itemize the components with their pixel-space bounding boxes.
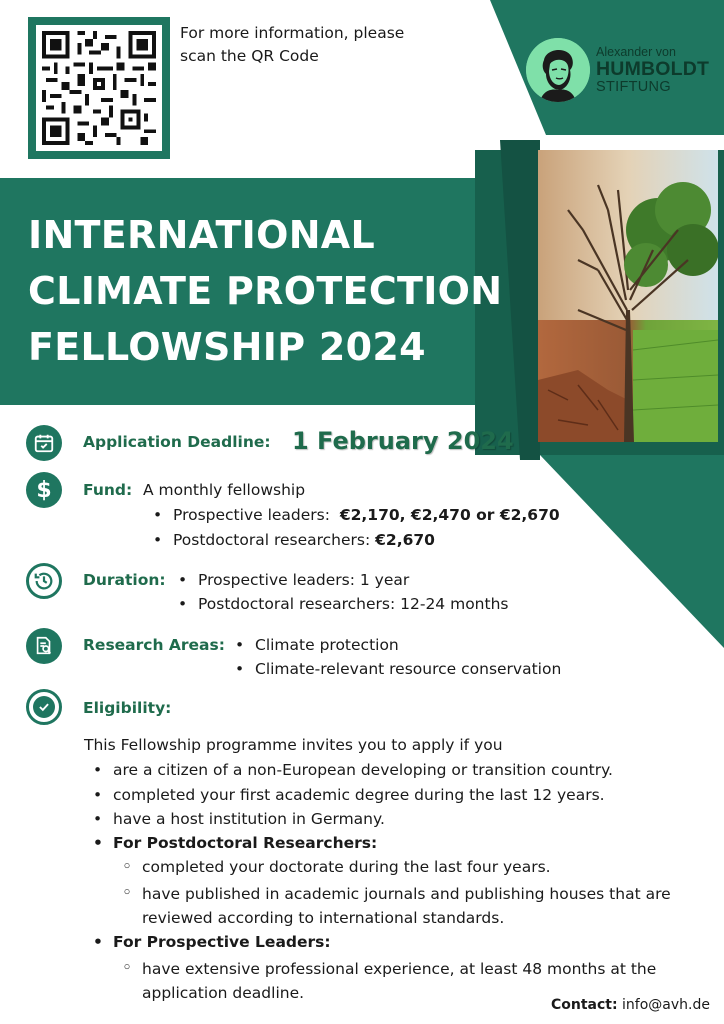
leaders-item: ◦ have extensive professional experience, at least 48 months at the application deadline.: [142, 957, 702, 1005]
eligibility-item: • are a citizen of a non-European developing or transition country.: [113, 761, 613, 779]
humboldt-logo: [526, 38, 709, 102]
document-search-icon: [26, 628, 62, 664]
research-label: Research Areas:: [83, 636, 225, 654]
eligibility-label: Eligibility:: [83, 699, 172, 717]
title-line2: CLIMATE PROTECTION: [28, 269, 503, 313]
calendar-icon: [26, 425, 62, 461]
fund-item-value: €2,170, €2,470 or €2,670: [339, 506, 560, 524]
fund-item-prefix: Prospective leaders:: [173, 506, 330, 524]
postdoc-item: ◦ have published in academic journals and publishing houses that are reviewed according to international standards.: [142, 882, 702, 930]
fund-item-leaders: [173, 506, 560, 524]
title-line1: INTERNATIONAL: [28, 213, 376, 257]
deadline-label: Application Deadline:: [83, 433, 271, 451]
qr-instruction: [180, 22, 460, 68]
research-item: • Climate-relevant resource conservation: [255, 660, 561, 678]
qr-code-image: [42, 31, 156, 145]
eligibility-item: • have a host institution in Germany.: [113, 810, 385, 828]
qr-text-line2: scan the QR Code: [180, 47, 319, 65]
postdoc-item: ◦ completed your doctorate during the last four years.: [142, 858, 551, 876]
research-item: • Climate protection: [255, 636, 399, 654]
fund-item-postdoc: [173, 531, 435, 549]
duration-item: • Prospective leaders: 1 year: [198, 571, 409, 589]
title-line3: FELLOWSHIP 2024: [28, 325, 426, 369]
page-title: [28, 207, 502, 375]
postdoc-heading: • For Postdoctoral Researchers:: [113, 834, 377, 852]
contact-label: Contact:: [551, 997, 618, 1013]
logo-line1: Alexander von: [596, 45, 676, 59]
deadline-date: 1 February 2024: [292, 427, 514, 455]
duration-label: Duration:: [83, 571, 166, 589]
fund-item-prefix: Postdoctoral researchers:: [173, 531, 371, 549]
check-circle-icon: [26, 689, 62, 725]
qr-code[interactable]: [28, 17, 170, 159]
logo-line3: STIFTUNG: [596, 79, 671, 95]
fund-item-value: €2,670: [375, 531, 435, 549]
climate-contrast-photo: [538, 150, 718, 442]
fund-label: Fund:: [83, 481, 133, 499]
leaders-heading: • For Prospective Leaders:: [113, 933, 331, 951]
dollar-icon: $: [26, 472, 62, 508]
eligibility-item: • completed your first academic degree during the last 12 years.: [113, 786, 605, 804]
qr-text-line1: For more information, please: [180, 24, 405, 42]
duration-item: • Postdoctoral researchers: 12-24 months: [198, 595, 508, 613]
contact-email[interactable]: info@avh.de: [622, 997, 710, 1013]
logo-line2: HUMBOLDT: [596, 58, 710, 80]
contact-info: [551, 997, 710, 1013]
humboldt-portrait-icon: [526, 38, 590, 102]
clock-history-icon: [26, 563, 62, 599]
eligibility-intro: This Fellowship programme invites you to apply if you: [84, 736, 503, 754]
fund-text: A monthly fellowship: [143, 481, 306, 499]
